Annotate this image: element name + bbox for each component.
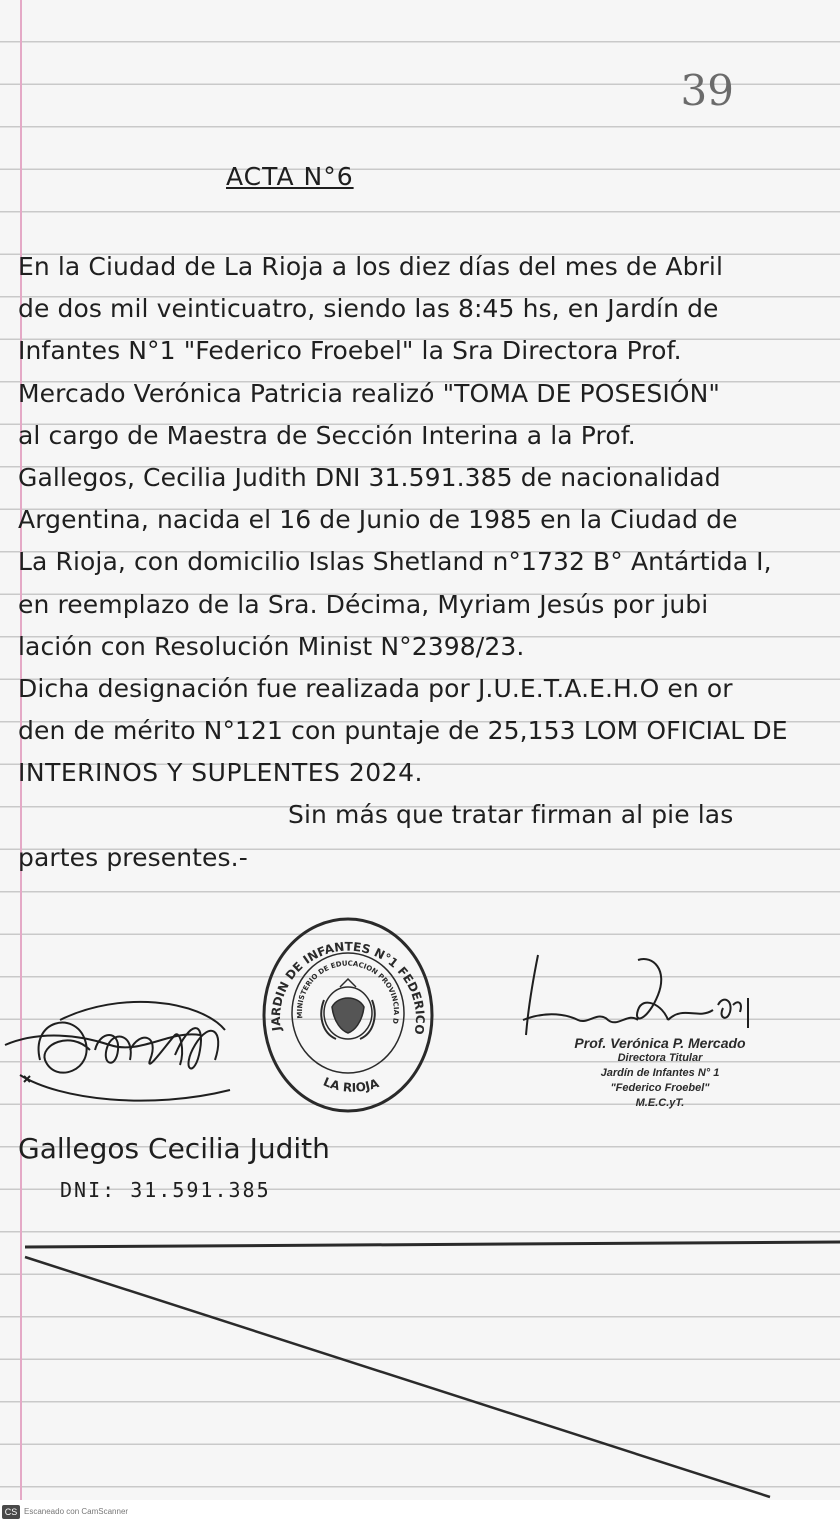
- body-line: Argentina, nacida el 16 de Junio de 1985 en la Ciudad de: [18, 505, 738, 535]
- seal-bottom-text: LA RIOJA: [321, 1074, 381, 1095]
- body-line: INTERINOS Y SUPLENTES 2024.: [18, 758, 423, 788]
- body-line: lación con Resolución Minist N°2398/23.: [18, 631, 525, 661]
- signer-left-dni: DNI: 31.591.385: [60, 1178, 271, 1202]
- seal-outer-text: JARDIN DE INFANTES N°1 FEDERICO: [268, 939, 428, 1036]
- body-line: en reemplazo de la Sra. Décima, Myriam Jesús por jubi: [18, 589, 709, 619]
- signer-right-institution: Jardín de Infantes N° 1: [600, 1067, 720, 1079]
- body-line: La Rioja, con domicilio Islas Shetland n°1732 B° Antártida I,: [18, 547, 772, 577]
- signer-right-name: Prof. Verónica P. Mercado: [574, 1035, 746, 1051]
- page-number: 39: [680, 66, 734, 115]
- scanner-footer: [0, 1500, 840, 1525]
- body-line: Dicha designación fue realizada por J.U.E.T.A.E.H.O en or: [18, 673, 733, 703]
- closing-cancel-lines: [0, 1235, 840, 1500]
- body-line: Gallegos, Cecilia Judith DNI 31.591.385 de nacionalidad: [18, 462, 721, 492]
- seal-inner-text: MINISTERIO DE EDUCACION PROVINCIA D: [295, 959, 401, 1025]
- document-title: ACTA N°6: [226, 162, 354, 191]
- body-line: Sin más que tratar firman al pie las: [288, 800, 734, 830]
- signer-right-role: Directora Titular: [617, 1052, 703, 1064]
- body-line: den de mérito N°121 con puntaje de 25,153 LOM OFICIAL DE: [18, 716, 788, 746]
- body-line: Mercado Verónica Patricia realizó "TOMA DE POSESIÓN": [18, 378, 720, 408]
- camscanner-logo-icon: CS: [2, 1505, 20, 1519]
- body-line: En la Ciudad de La Rioja a los diez días del mes de Abril: [18, 252, 724, 281]
- body-line: partes presentes.-: [18, 842, 248, 872]
- signature-right: [518, 950, 768, 1040]
- signer-right-ministry: M.E.C.yT.: [635, 1097, 685, 1109]
- coat-of-arms-icon: [321, 979, 374, 1039]
- signer-right-school: "Federico Froebel": [610, 1082, 710, 1094]
- body-line: al cargo de Maestra de Sección Interina a la Prof.: [18, 420, 636, 450]
- svg-text:LA RIOJA: [321, 1075, 381, 1095]
- body-line: de dos mil veinticuatro, siendo las 8:45 hs, en Jardín de: [18, 294, 719, 324]
- body-line: Infantes N°1 "Federico Froebel" la Sra Directora Prof.: [18, 336, 682, 366]
- signature-left: [0, 990, 240, 1120]
- document-body: [18, 246, 818, 879]
- signer-left-name: Gallegos Cecilia Judith: [18, 1132, 330, 1165]
- scanner-watermark-text: Escaneado con CamScanner: [24, 1507, 129, 1516]
- signer-right-stamp: [560, 1036, 760, 1111]
- official-seal: [258, 915, 438, 1115]
